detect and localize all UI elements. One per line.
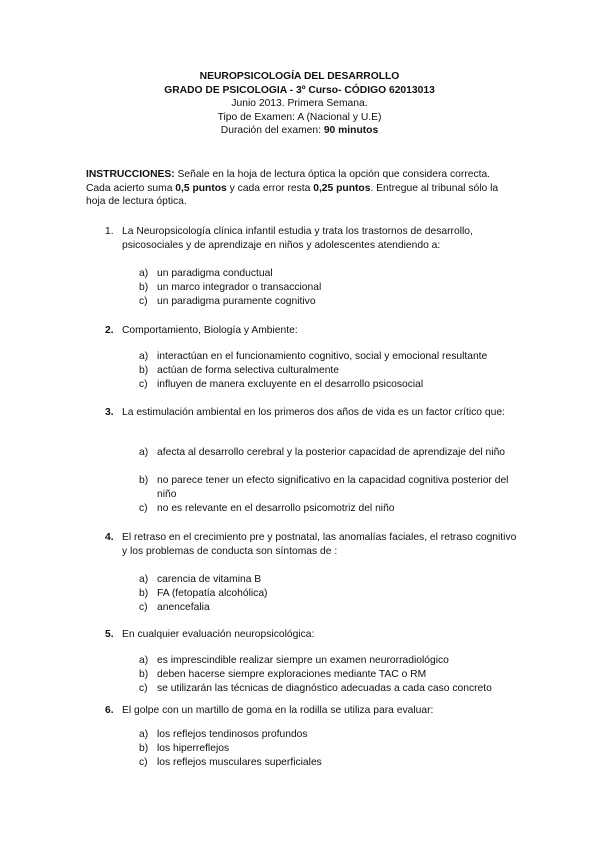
option-letter: a)	[139, 729, 149, 740]
instructions-text-2: y cada error resta	[226, 182, 314, 194]
option-text: carencia de vitamina B	[157, 574, 262, 585]
instructions	[86, 168, 516, 209]
option-letter: c)	[139, 379, 148, 390]
option-text: no es relevante en el desarrollo psicomotriz del niño	[157, 503, 395, 514]
duration-label: Duración del examen:	[220, 125, 324, 136]
question-number: 5.	[105, 629, 114, 640]
option-letter: b)	[139, 365, 149, 376]
exam-type-line: Tipo de Examen: A (Nacional y U.E)	[217, 111, 382, 123]
option-text: actúan de forma selectiva culturalmente	[157, 365, 340, 376]
option-letter: a)	[139, 574, 149, 585]
option-text: un paradigma conductual	[157, 268, 273, 279]
degree-line: GRADO DE PSICOLOGIA - 3º Curso- CÓDIGO 62013013	[164, 84, 435, 96]
option-letter: a)	[139, 268, 149, 279]
question-number: 2.	[105, 325, 114, 336]
option-text: los hiperreflejos	[157, 743, 230, 754]
option-letter: a)	[139, 447, 149, 458]
option-text: un paradigma puramente cognitivo	[157, 296, 316, 307]
option-letter: a)	[139, 351, 149, 362]
instructions-text-1: Señale en la hoja de lectura óptica la opción que considera correcta. Cada acierto suma	[86, 169, 491, 194]
option-text: deben hacerse siempre exploraciones mediante TAC o RM	[157, 669, 427, 680]
option-letter: c)	[139, 757, 148, 768]
instructions-score-correct: 0,5 puntos	[175, 182, 227, 194]
option-text: los reflejos tendinosos profundos	[157, 729, 308, 740]
duration-value: 90 minutos	[323, 125, 379, 136]
option-letter: b)	[139, 669, 149, 680]
question-text: El golpe con un martillo de goma en la rodilla se utiliza para evaluar:	[122, 705, 434, 716]
option-text: es imprescindible realizar siempre un examen neurorradiológico	[157, 655, 449, 666]
option-text: los reflejos musculares superficiales	[157, 757, 322, 768]
option-letter: b)	[139, 475, 149, 486]
question-text: Comportamiento, Biología y Ambiente:	[122, 325, 298, 336]
exam-header	[0, 70, 599, 138]
question-text: En cualquier evaluación neuropsicológica:	[122, 629, 315, 640]
question-text: El retraso en el crecimiento pre y postnatal, las anomalías faciales, el retraso cognitivo y los problemas de conducta son síntomas de :	[122, 532, 517, 557]
instructions-text-3: . Entregue al tribunal sólo la hoja de lectura óptica.	[86, 182, 499, 208]
instructions-score-wrong: 0,25 puntos	[313, 182, 371, 194]
option-letter: c)	[139, 296, 148, 307]
course-title: NEUROPSICOLOGÍA DEL DESARROLLO	[199, 71, 400, 82]
option-text: influyen de manera excluyente en el desarrollo psicosocial	[157, 379, 424, 390]
question-number: 3.	[105, 407, 114, 418]
option-letter: a)	[139, 655, 149, 666]
option-letter: c)	[139, 503, 148, 514]
instructions-label: INSTRUCCIONES:	[86, 169, 175, 180]
question-number: 4.	[105, 532, 114, 543]
question-number: 6.	[105, 705, 114, 716]
duration-line	[0, 124, 599, 138]
option-text: un marco integrador o transaccional	[157, 282, 322, 293]
option-letter: b)	[139, 743, 149, 754]
question-text: La estimulación ambiental en los primeros dos años de vida es un factor crítico que:	[122, 407, 505, 418]
option-text: FA (fetopatía alcohólica)	[157, 588, 268, 599]
option-text: anencefalia	[157, 602, 210, 613]
option-letter: c)	[139, 683, 148, 694]
option-text: se utilizarán las técnicas de diagnóstico adecuadas a cada caso concreto	[157, 683, 492, 694]
option-text: afecta al desarrollo cerebral y la posterior capacidad de aprendizaje del niño	[157, 447, 506, 458]
question-text: La Neuropsicología clínica infantil estudia y trata los trastornos de desarrollo, psicosociales y de aprendizaje en niños y adolescentes atendiendo a:	[122, 226, 473, 251]
option-letter: b)	[139, 588, 149, 599]
session-line: Junio 2013. Primera Semana.	[231, 98, 368, 109]
option-text: interactúan en el funcionamiento cognitivo, social y emocional resultante	[157, 351, 488, 362]
option-text: no parece tener un efecto significativo en la capacidad cognitiva posterior del niño	[157, 475, 509, 500]
question-number: 1.	[105, 226, 114, 237]
option-letter: c)	[139, 602, 148, 613]
option-letter: b)	[139, 282, 149, 293]
